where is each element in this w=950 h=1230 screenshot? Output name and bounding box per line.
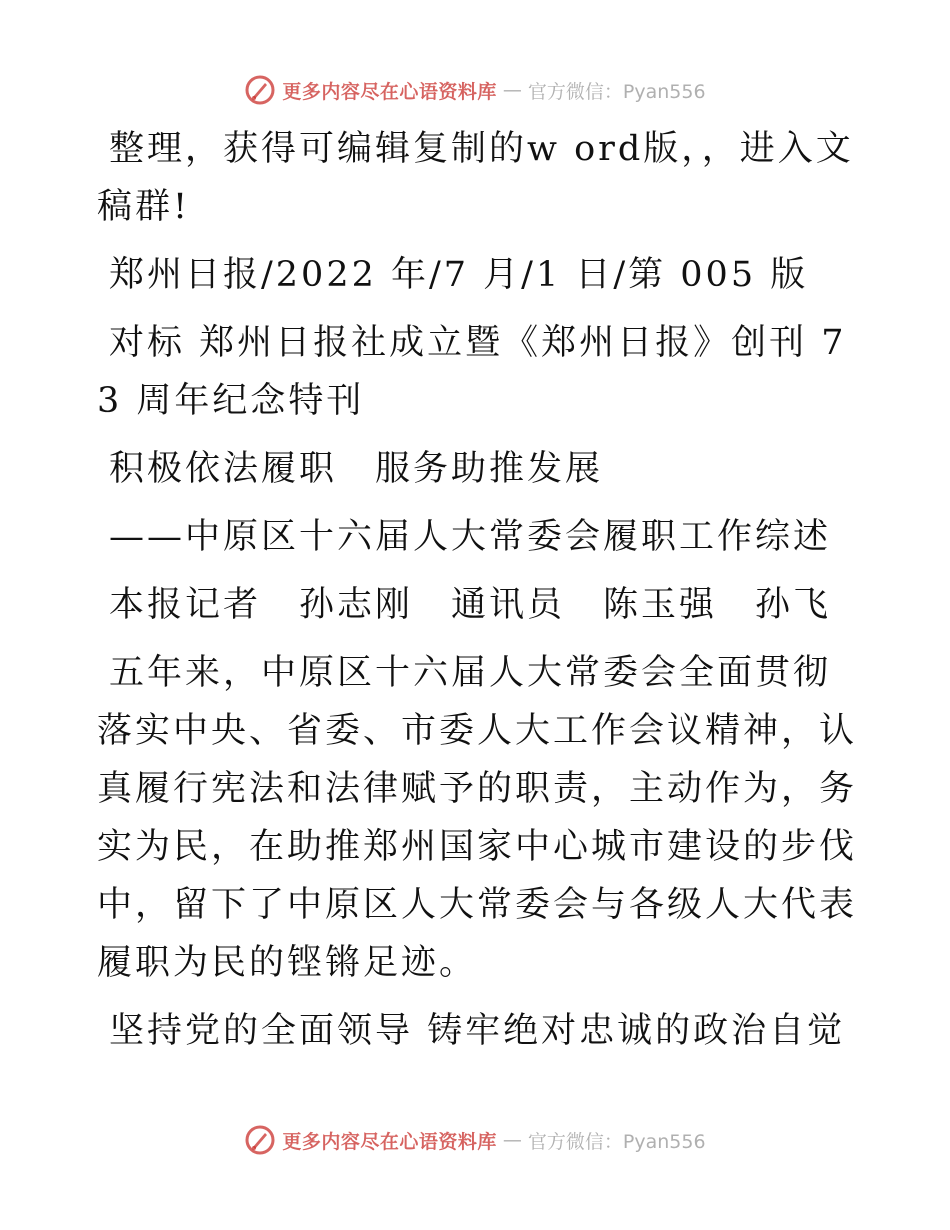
watermark-wechat-text: 官方微信：Pyan556 <box>527 80 706 103</box>
header-watermark <box>0 70 950 110</box>
watermark-main-text: 更多内容尽在心语资料库 <box>282 1130 497 1153</box>
footer-watermark <box>0 1120 950 1160</box>
paragraph-source-line: 郑州日报/2022 年/7 月/1 日/第 005 版 <box>109 255 809 295</box>
article-title: 积极依法履职 服务助推发展 <box>109 449 604 489</box>
watermark-main-text: 更多内容尽在心语资料库 <box>282 80 497 103</box>
paragraph-intro-note: 整理，获得可编辑复制的w ord版，，进入文稿群! <box>97 129 854 227</box>
article-lead-paragraph: 五年来，中原区十六届人大常委会全面贯彻落实中央、省委、市委人大工作会议精神，认真履行宪法和法律赋予的职责，主动作为，务实为民，在助推郑州国家中心城市建设的步伐中，留下了中原区人大常委会与各级人大代表履职为民的铿锵足迹。 <box>97 653 858 983</box>
paragraph-special-issue: 对标 郑州日报社成立暨《郑州日报》创刊 73 周年纪念特刊 <box>97 323 847 421</box>
section-heading: 坚持党的全面领导 铸牢绝对忠诚的政治自觉 <box>109 1011 846 1051</box>
watermark-wechat-text: 官方微信：Pyan556 <box>527 1130 706 1153</box>
quill-pen-logo-icon <box>244 74 276 106</box>
document-body <box>97 120 857 1070</box>
article-byline: 本报记者 孙志刚 通讯员 陈玉强 孙飞 <box>109 585 832 625</box>
quill-pen-logo-icon <box>244 1124 276 1156</box>
watermark-separator: — <box>502 79 522 101</box>
watermark-separator: — <box>502 1129 522 1151</box>
article-subtitle: ——中原区十六届人大常委会履职工作综述 <box>109 517 832 557</box>
